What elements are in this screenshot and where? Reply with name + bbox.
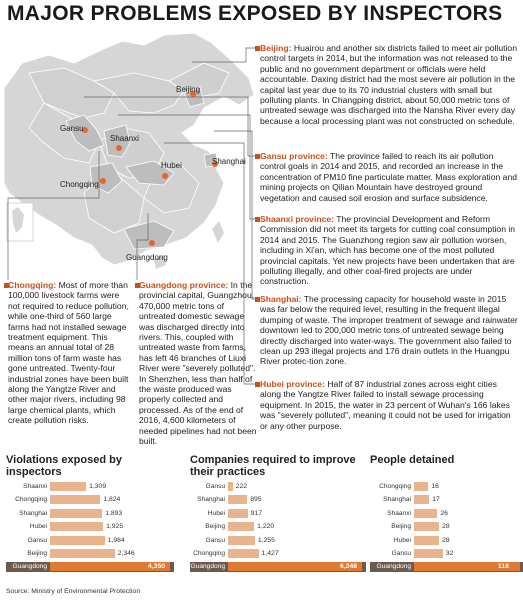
bar: [50, 495, 100, 504]
bar-label: Beijing: [27, 550, 47, 557]
bar-label: Hubei: [29, 523, 47, 531]
finding-shaanxi-head: Shaanxi province:: [260, 214, 335, 224]
bar-label: Gansu: [27, 536, 47, 544]
finding-gansu: [260, 151, 518, 203]
shaanxi-label: Shaanxi: [110, 134, 139, 143]
bar-label: Gansu: [391, 550, 411, 557]
bar: [50, 522, 103, 531]
source-note: Source: Ministry of Environmental Protection: [6, 588, 141, 595]
chongqing-dot: [100, 178, 106, 184]
finding-guangdong-text2: In Shenzhen, less than half of the waste produced was properly collected and processed. As of the end of 2016, 4,600 kilometers of needed pipelines had not been built.: [139, 373, 257, 447]
bar-value: 222: [235, 483, 248, 490]
finding-beijing-text: Huairou and another six districts failed to meet air pollution control targets in 2014, but the information was not released to the public and no government department or officials were held accountable. Daxing district had the most severe air pollution in the capital last year due to its 70 industrial clusters with small but polluting plants. In Changping district, about 50,000 metric tons of untreated sewage was discharged into the Nansha River every day because a local processing plant was not constructed on schedule.: [260, 43, 517, 126]
finding-hubei-head: Hubei province:: [260, 379, 325, 389]
bar-label: Shanghai: [19, 509, 47, 517]
bar-value: 917: [250, 509, 262, 517]
chart-title: People detained: [370, 454, 455, 466]
bar: [414, 536, 439, 545]
finding-guangdong: [139, 280, 259, 447]
bar-label: Guangdong: [12, 563, 47, 571]
finding-chongqing-text: Most of more than 100,000 livestock farms were not required to reduce pollution, while one-third of 560 large farms had not installed sewage treatment equipment. This means an annual total of 28 million tons of farm waste has gone untreated. Twenty-four industrial zones have been built along the Yangtze River and other major rivers, including 98 large chemical plants, which create pollution risks.: [8, 280, 129, 426]
finding-hubei: [260, 379, 518, 431]
chart-title: Violations exposed by inspectors: [6, 454, 122, 478]
bar-value: 895: [250, 496, 262, 504]
bar: [50, 536, 105, 545]
map-shape: [4, 33, 254, 273]
bar-label: Guangdong: [190, 563, 225, 571]
bar-label: Hubei: [207, 509, 225, 517]
bar-label: Shaanxi: [387, 509, 411, 517]
shaanxi-dot: [116, 145, 122, 151]
bar-value: 1,309: [89, 483, 107, 490]
bar-value: 2,346: [117, 550, 135, 557]
bar-label: Shanghai: [197, 496, 225, 504]
gansu-label: Gansu: [60, 124, 84, 133]
bar-value: 1,893: [105, 509, 123, 517]
bar-value: 4,350: [148, 563, 166, 571]
bar-label: Gansu: [205, 483, 225, 490]
finding-shanghai: [260, 294, 518, 367]
bar-label: Beijing: [391, 523, 411, 531]
bar-value: 6,248: [340, 563, 358, 571]
finding-chongqing-head: Chongqing:: [8, 280, 57, 290]
bar-label: Chongqing: [193, 550, 225, 557]
finding-beijing-head: Beijing:: [260, 43, 292, 53]
bar: [50, 482, 86, 491]
bar-value: 32: [445, 550, 454, 557]
bar-label: Guangdong: [376, 563, 411, 571]
bar-label: Chongqing: [379, 483, 411, 490]
beijing-label: Beijing: [176, 85, 201, 94]
hubei-dot: [162, 173, 168, 179]
finding-shaanxi-text: The provincial Development and Reform Commission did not meet its targets for cutting coal consumption in 2014 and 2015. The Guanzhong region saw air pollution worsen, including in Xi'an, which has become one of the most polluted provincial capitals. Yet new projects have been undertaken that are polluting illegally, and other coal-fired projects are under construction.: [260, 214, 516, 287]
bar-value: 1,427: [261, 550, 279, 557]
bar-value: 17: [432, 496, 440, 504]
finding-chongqing: [8, 280, 132, 426]
bar-value: 28: [442, 536, 450, 544]
shanghai-label: Shanghai: [212, 157, 246, 166]
bar: [50, 509, 102, 518]
bar: [414, 495, 429, 504]
bar-value: 118: [498, 563, 509, 571]
bar-value: 16: [431, 483, 439, 490]
guangdong-label: Guangdong: [126, 253, 168, 262]
bar-label: Hubei: [393, 536, 411, 544]
bar: [414, 549, 443, 558]
bar-label: Chongqing: [15, 496, 47, 504]
bar-value: 1,220: [257, 523, 275, 531]
finding-hubei-text: Half of 87 industrial zones across eight cities along the Yangtze River failed to install sewage processing equipment. In 2015, the water in 23 percent of Wuhan's 166 lakes was "severely polluted", meaning it could not be used for irrigation or any other purpose.: [260, 379, 511, 431]
finding-gansu-text: The province failed to reach its air pollution control goals in 2014 and 2015, and recorded an increase in the concentration of PM10 fine particulate matter. Mass exploration and mining projects on Qilian Mountain have destroyed ground vegetation and caused soil erosion and surface subsidence.: [260, 151, 517, 203]
finding-gansu-head: Gansu province:: [260, 151, 328, 161]
bar-value: 28: [442, 523, 450, 531]
bar: [414, 522, 439, 531]
bar: [228, 509, 248, 518]
bar: [50, 549, 115, 558]
bar: [414, 482, 428, 491]
bar-label: Beijing: [205, 523, 225, 531]
china-map: [4, 33, 254, 273]
bar: [228, 522, 254, 531]
finding-shaanxi: [260, 214, 518, 287]
bar-value: 1,255: [257, 536, 275, 544]
finding-shanghai-text: The processing capacity for household waste in 2015 was far below the required level, resulting in the frequent illegal dumping of waste. The improper treatment of sewage and rainwater downtown led to 200,000 metric tons of untreated sewage being directly discharged into water-ways. The government also failed to clean up 293 illegal projects and 176 drain outlets in the Huangpu River protec-tion zone.: [260, 294, 518, 367]
bar-label: Gansu: [205, 536, 225, 544]
bar: [228, 536, 255, 545]
bar-value: 1,824: [103, 496, 121, 504]
bar: [228, 549, 259, 558]
bar-value: 1,984: [107, 536, 125, 544]
bar-value: 1,925: [106, 523, 124, 531]
finding-shanghai-head: Shanghai:: [260, 294, 302, 304]
hubei-label: Hubei: [161, 161, 182, 170]
page-title: MAJOR PROBLEMS EXPOSED BY INSPECTORS: [7, 2, 503, 25]
bar-label: Shanghai: [383, 496, 411, 504]
bar: [414, 509, 437, 518]
finding-beijing: [260, 43, 518, 126]
bar: [228, 495, 247, 504]
chongqing-label: Chongqing: [60, 180, 99, 189]
finding-guangdong-text: In the provincial capital, Guangzhou, 470,000 metric tons of untreated domestic sewage was discharged directly into rivers. This, coupled with untreated waste from farms, has left 46 branches of Liuxi River were "severely polluted".: [139, 280, 256, 374]
chart-title: Companies required to improve their practices: [190, 454, 356, 478]
bar: [228, 482, 233, 491]
guangdong-dot: [149, 240, 155, 246]
bar-label: Shaanxi: [23, 483, 47, 490]
finding-guangdong-head: Guangdong province:: [139, 280, 229, 290]
bar-value: 26: [440, 509, 448, 517]
